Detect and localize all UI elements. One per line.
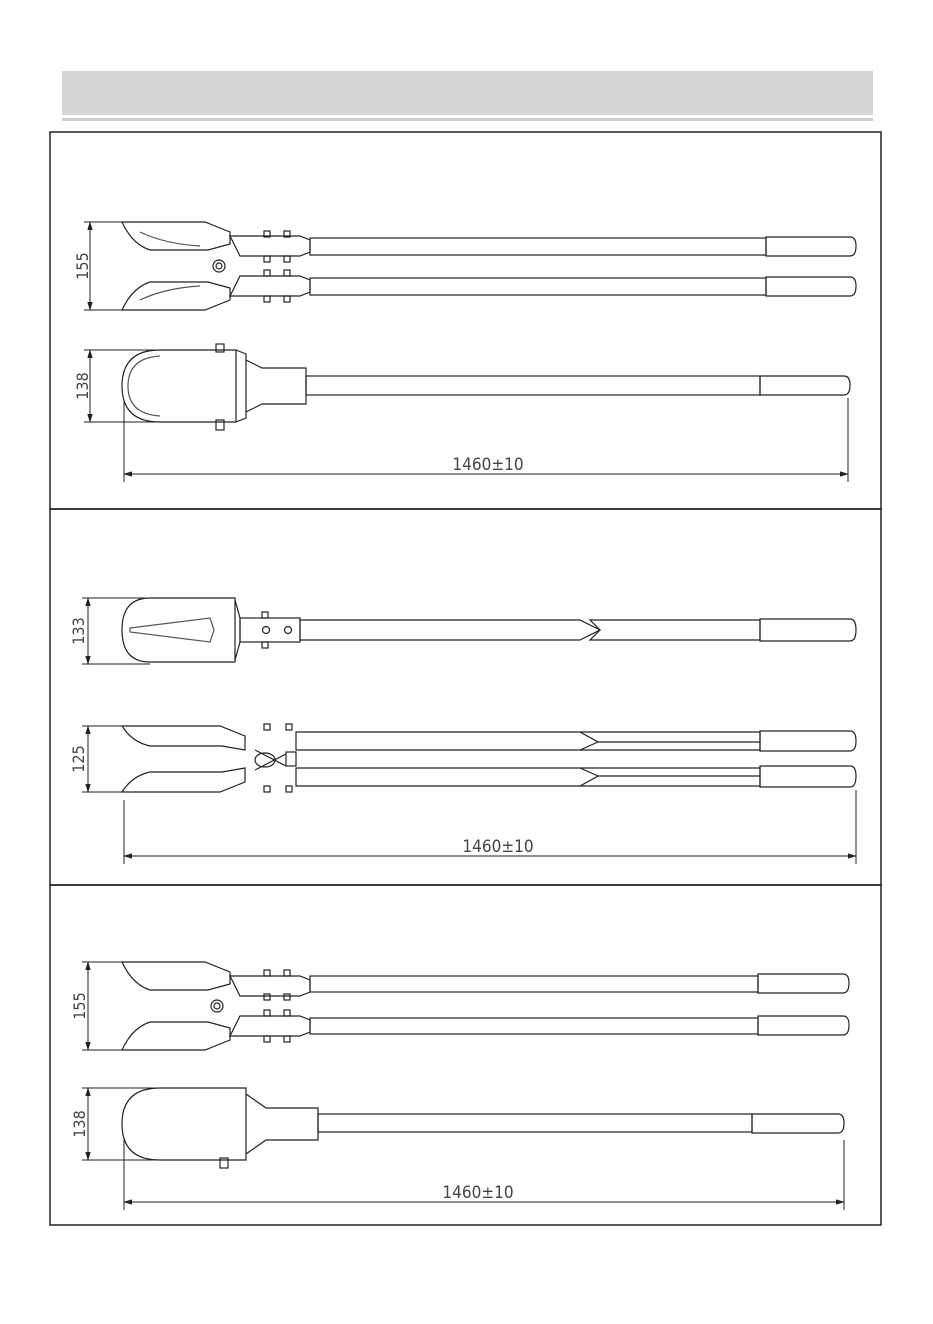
panel-3-length-label: 1460±10 bbox=[442, 1183, 514, 1203]
panel-1-length-label: 1460±10 bbox=[452, 455, 524, 475]
panel-2-length-label: 1460±10 bbox=[462, 837, 534, 857]
panel-2-top-view bbox=[122, 598, 856, 662]
panel-3-height-bottom-label: 138 bbox=[70, 1110, 89, 1138]
panel-3-frame bbox=[50, 885, 881, 1225]
panel-3-top-view bbox=[122, 962, 849, 1050]
panel-1-side-view bbox=[122, 344, 850, 430]
panel-3-dimension-lines bbox=[82, 962, 844, 1210]
panel-2-dimension-lines bbox=[82, 598, 856, 864]
panel-3-side-view bbox=[122, 1088, 844, 1168]
panel-1-height-bottom-label: 138 bbox=[73, 372, 92, 400]
panel-1-frame bbox=[50, 132, 881, 509]
panel-3-height-top-label: 155 bbox=[70, 992, 89, 1020]
panel-1-dimension-lines bbox=[84, 222, 848, 482]
panel-2-height-top-label: 133 bbox=[69, 617, 88, 645]
panel-2-frame bbox=[50, 509, 881, 885]
panel-1-height-top-label: 155 bbox=[73, 252, 92, 280]
panel-1-top-view bbox=[122, 222, 856, 310]
panel-2-side-view bbox=[122, 724, 856, 792]
panel-2-height-bottom-label: 125 bbox=[69, 745, 88, 773]
